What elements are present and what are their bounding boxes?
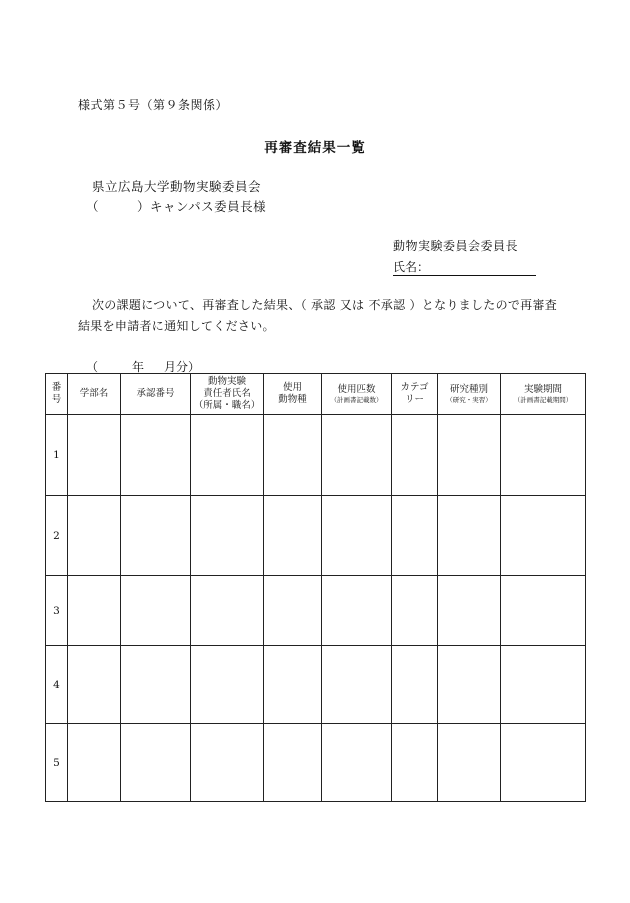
addressee-paren-close: ）キャンパス委員長様 — [137, 199, 267, 214]
cell-animal-count[interactable] — [322, 576, 392, 646]
cell-experiment-period[interactable] — [501, 496, 586, 576]
cell-animal-species[interactable] — [264, 724, 322, 802]
cell-no: 4 — [46, 646, 68, 724]
table-row — [46, 496, 586, 576]
period-year-label: 年 — [132, 360, 145, 374]
addressee-campus-chair — [86, 197, 266, 215]
cell-research-type[interactable] — [438, 576, 501, 646]
cell-category[interactable] — [392, 496, 438, 576]
cell-responsible-person[interactable] — [191, 646, 264, 724]
cell-faculty[interactable] — [68, 646, 121, 724]
cell-approval-number[interactable] — [121, 724, 191, 802]
table-header-row — [46, 374, 586, 415]
body-text-line2: 結果を申請者に通知してください。 — [78, 319, 275, 333]
cell-faculty[interactable] — [68, 724, 121, 802]
cell-responsible-person[interactable] — [191, 415, 264, 496]
cell-research-type[interactable] — [438, 646, 501, 724]
cell-responsible-person[interactable] — [191, 496, 264, 576]
addressee-paren-open: （ — [86, 199, 100, 214]
sender-name-field[interactable] — [393, 258, 536, 276]
cell-experiment-period[interactable] — [501, 576, 586, 646]
cell-approval-number[interactable] — [121, 576, 191, 646]
header-experiment-period: 実験期間 （計画書記載期間） — [501, 374, 586, 415]
addressee-committee: 県立広島大学動物実験委員会 — [92, 179, 262, 194]
cell-animal-count[interactable] — [322, 646, 392, 724]
cell-category[interactable] — [392, 415, 438, 496]
cell-animal-species[interactable] — [264, 646, 322, 724]
cell-approval-number[interactable] — [121, 496, 191, 576]
cell-animal-species[interactable] — [264, 576, 322, 646]
cell-research-type[interactable] — [438, 415, 501, 496]
review-result-table — [45, 373, 586, 802]
cell-approval-number[interactable] — [121, 415, 191, 496]
cell-experiment-period[interactable] — [501, 646, 586, 724]
period-month-label: 月分） — [164, 360, 201, 374]
cell-no: 5 — [46, 724, 68, 802]
cell-animal-count[interactable] — [322, 415, 392, 496]
cell-no: 3 — [46, 576, 68, 646]
cell-responsible-person[interactable] — [191, 724, 264, 802]
header-faculty: 学部名 — [68, 374, 121, 415]
cell-no: 2 — [46, 496, 68, 576]
cell-faculty[interactable] — [68, 496, 121, 576]
cell-animal-count[interactable] — [322, 724, 392, 802]
header-animal-species: 使用 動物種 — [264, 374, 322, 415]
cell-faculty[interactable] — [68, 576, 121, 646]
header-animal-count: 使用匹数 （計画書記載数） — [322, 374, 392, 415]
cell-animal-species[interactable] — [264, 415, 322, 496]
sender-role: 動物実験委員会委員長 — [393, 239, 519, 253]
form-number: 様式第５号（第９条関係） — [78, 98, 229, 112]
cell-approval-number[interactable] — [121, 646, 191, 724]
cell-responsible-person[interactable] — [191, 576, 264, 646]
cell-category[interactable] — [392, 724, 438, 802]
cell-animal-count[interactable] — [322, 496, 392, 576]
sender-name-label: 氏名： — [393, 260, 430, 274]
period-open: （ — [86, 360, 99, 374]
table-row — [46, 724, 586, 802]
cell-research-type[interactable] — [438, 724, 501, 802]
cell-faculty[interactable] — [68, 415, 121, 496]
table-row — [46, 415, 586, 496]
header-research-type: 研究種別 （研究・実習） — [438, 374, 501, 415]
cell-category[interactable] — [392, 576, 438, 646]
cell-research-type[interactable] — [438, 496, 501, 576]
cell-no: 1 — [46, 415, 68, 496]
page-title: 再審査結果一覧 — [264, 140, 366, 156]
header-category: カテゴ リー — [392, 374, 438, 415]
header-no: 番 号 — [46, 374, 68, 415]
header-responsible-person: 動物実験 責任者氏名 （所属・職名） — [191, 374, 264, 415]
cell-experiment-period[interactable] — [501, 724, 586, 802]
cell-category[interactable] — [392, 646, 438, 724]
header-approval-number: 承認番号 — [121, 374, 191, 415]
cell-animal-species[interactable] — [264, 496, 322, 576]
table-row — [46, 646, 586, 724]
table-row — [46, 576, 586, 646]
body-text-line1: 次の課題について、再審査した結果、（ 承認 又は 不承認 ）となりましたので再審査 — [92, 298, 558, 312]
cell-experiment-period[interactable] — [501, 415, 586, 496]
